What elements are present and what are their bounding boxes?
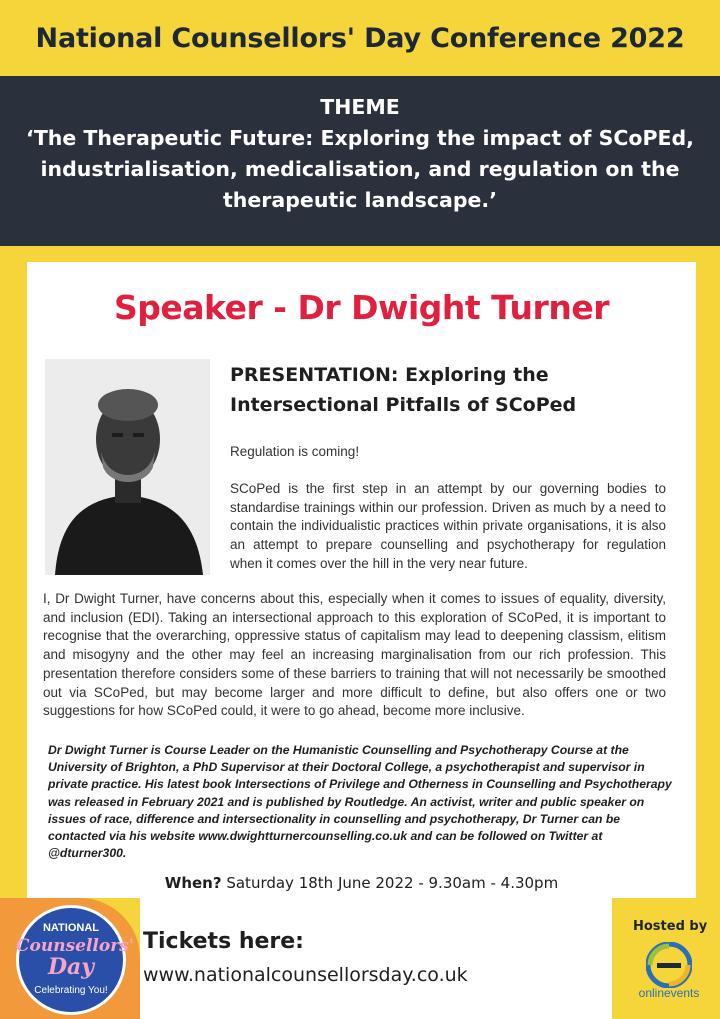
logo-line-2: Counsellors': [16, 936, 134, 956]
theme-label: THEME: [320, 95, 400, 119]
presentation-title: PRESENTATION: Exploring the Intersectional Pitfalls of SCoPed: [230, 364, 577, 416]
presentation-paragraph-1: SCoPed is the first step in an attempt by our governing bodies to standardise trainings within our profession. Driven as much by a need to contain the individualistic practices within private organisations, it is also an attempt to prepare counselling and psychotherapy for regulation when it comes over the hill in the very near future.: [230, 481, 666, 571]
tickets-label: Tickets here:: [143, 929, 304, 954]
speaker-bio: Dr Dwight Turner is Course Leader on the Humanistic Counselling and Psychotherapy Course at the University of Brighton, a PhD Supervisor at their Doctoral College, a psychotherapist and supervisor in private practice. His latest book Intersections of Privilege and Otherness in Counselling and Psychotherapy was released in February 2021 and is published by Routledge. An activist, writer and public speaker on issues of race, difference and intersectionality in counselling and psychotherapy, Dr Turner can be contacted via his website www.dwightturnercounselling.co.uk and can be followed on Twitter at @dturner300.: [48, 743, 672, 861]
conference-title: National Counsellors' Day Conference 2022: [35, 22, 685, 54]
tickets-link[interactable]: www.nationalcounsellorsday.co.uk: [143, 964, 468, 986]
logo-line-3: Day: [47, 954, 95, 980]
when-label: When?: [164, 874, 222, 892]
logo-line-1: NATIONAL: [42, 922, 99, 934]
when-value: Saturday 18th June 2022 - 9.30am - 4.30pm: [226, 874, 559, 892]
host-name: onlinevents: [638, 986, 700, 1000]
speaker-heading: Speaker - Dr Dwight Turner: [114, 288, 609, 327]
tickets-panel: [140, 898, 612, 1019]
event-when: [27, 872, 696, 895]
logo-line-4: Celebrating You!: [34, 985, 108, 996]
presentation-paragraph-2: I, Dr Dwight Turner, have concerns about this, especially when it comes to issues of equality, diversity, and inclusion (EDI). Taking an intersectional approach to this exploration of SCoPed, it is important to recognise that the overarching, oppressive status of capitalism may lead to deepening classism, elitism and misogyny and the other may feel an increasing marginalisation from our rich profession. This presentation therefore considers some of these barriers to training that will not necessarily be smoothed out via SCoPed, but may become larger and more difficult to define, but also offers one or two suggestions for how SCoPed could, it were to go ahead, become more inclusive.: [43, 591, 666, 719]
speaker-photo: [45, 359, 210, 575]
presentation-lead: Regulation is coming!: [230, 444, 360, 459]
hosted-by-label: Hosted by: [633, 919, 708, 934]
speaker-portrait-image: [45, 359, 210, 575]
theme-statement: ‘The Therapeutic Future: Exploring the impact of SCoPEd, industrialisation, medicalisation, and regulation on the therapeutic landscape.’: [26, 126, 694, 212]
theme-block: [10, 92, 710, 216]
onlinevents-logo-icon: [646, 942, 692, 988]
